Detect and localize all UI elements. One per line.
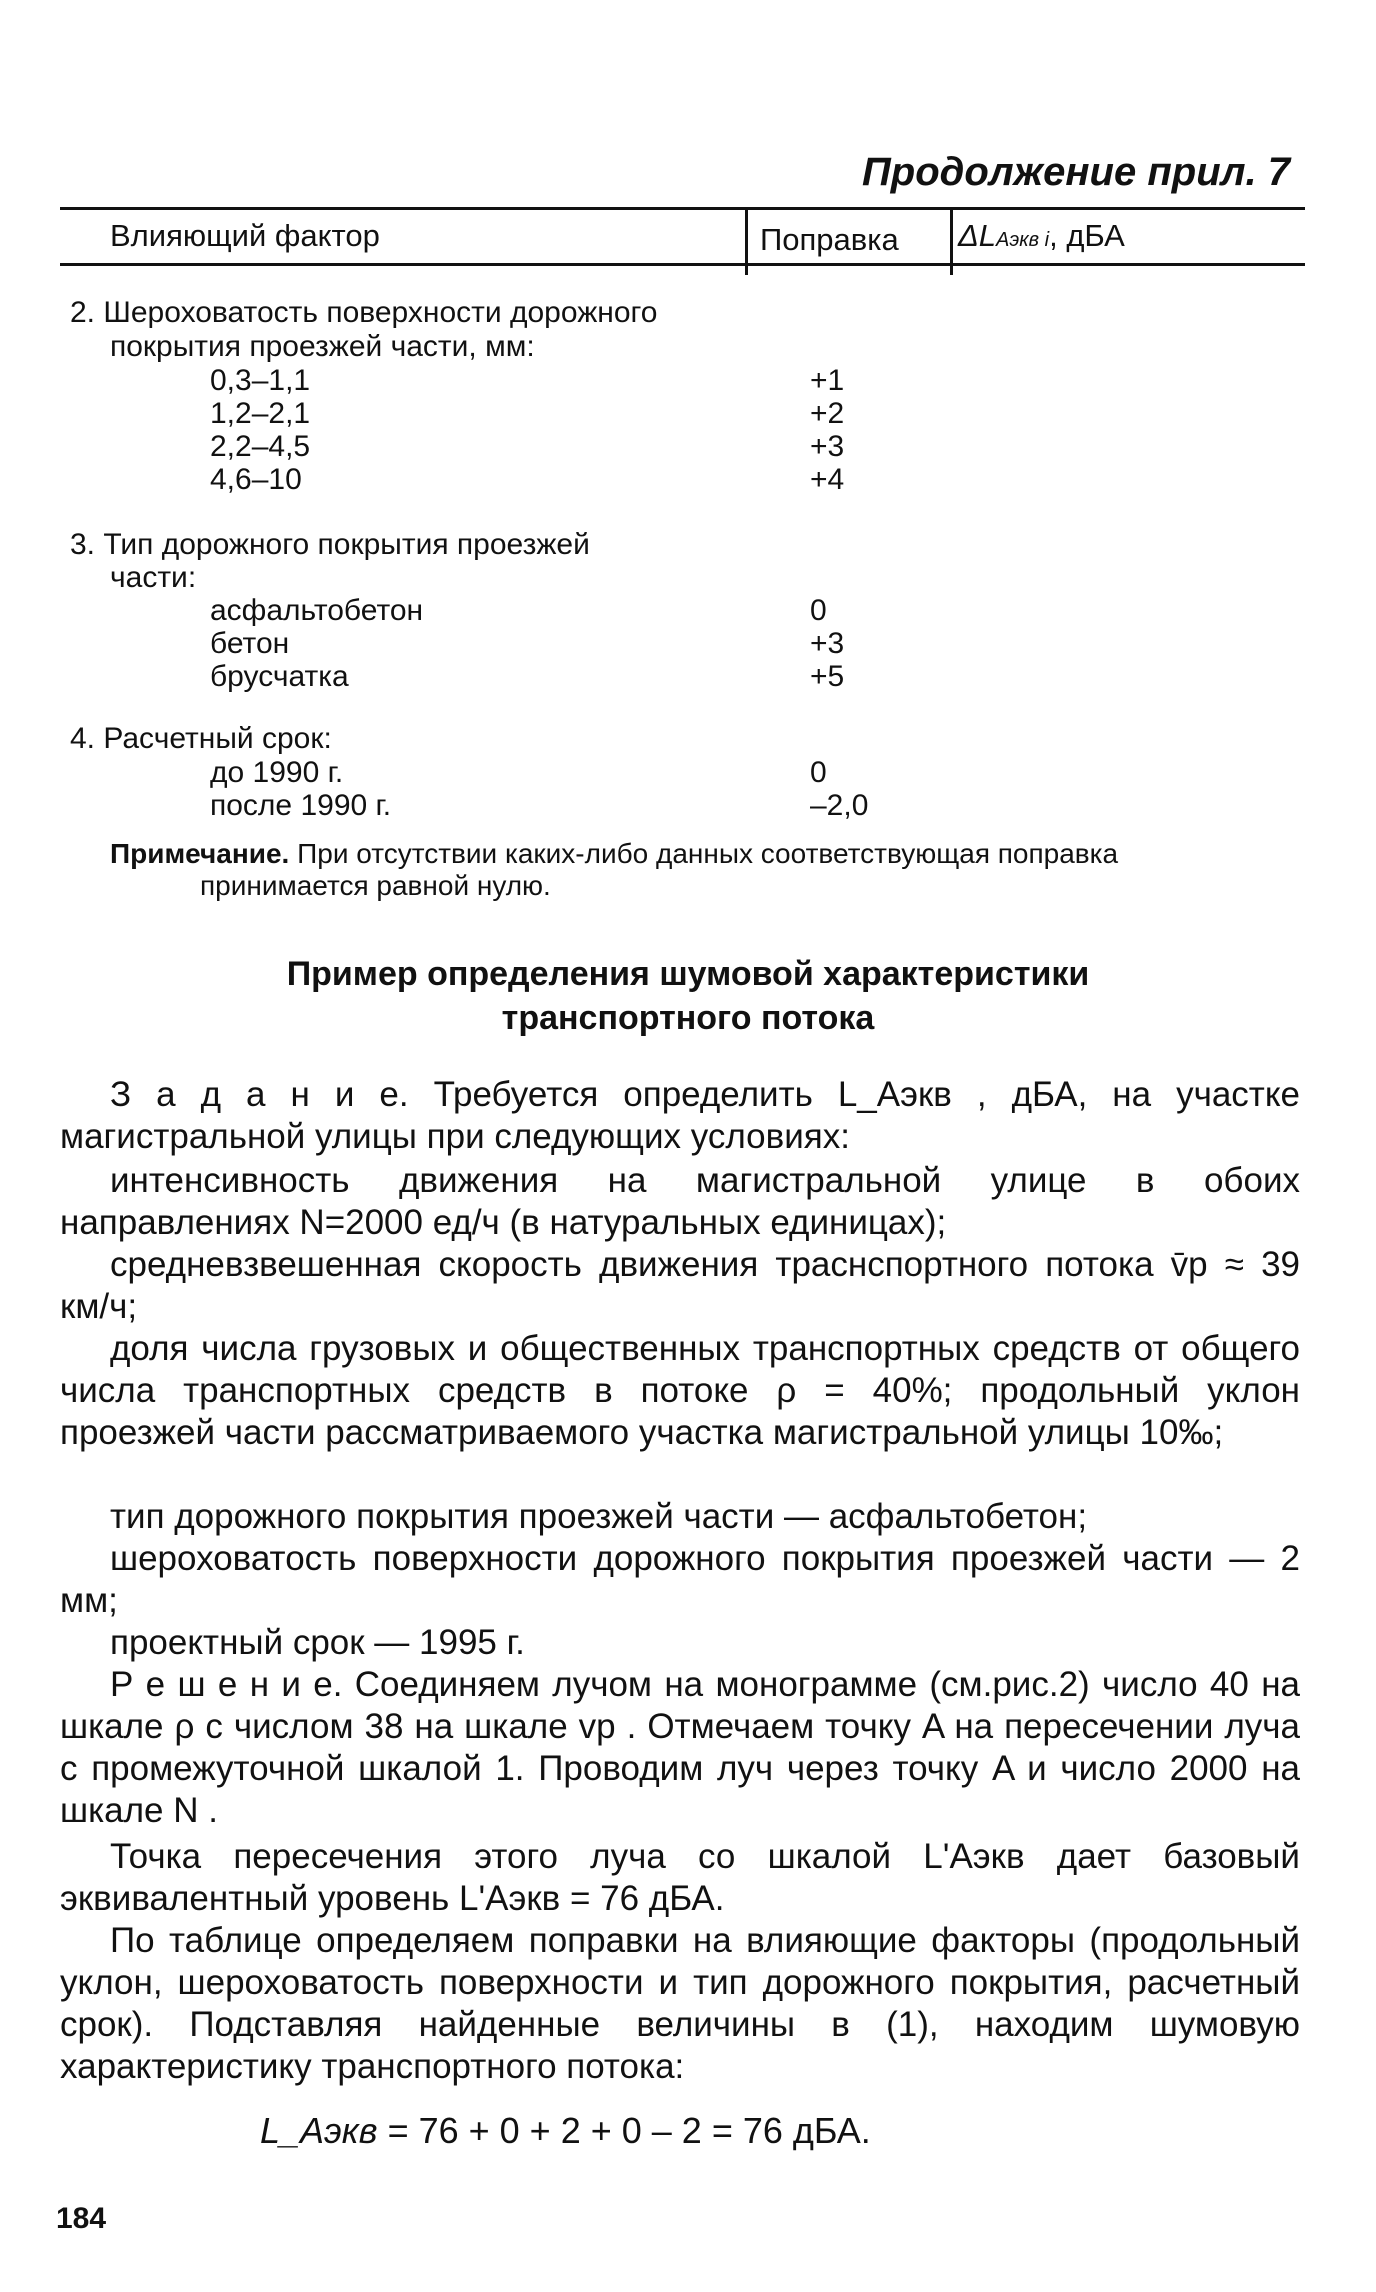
table-note: [110, 838, 1310, 902]
paragraph-speed: средневзвешенная скорость движения траснспортного потока v̄p ≈ 39 км/ч;: [60, 1245, 1300, 1326]
table-col-divider-2: [950, 207, 953, 275]
group-title-line: части:: [110, 561, 197, 594]
header-delta-symbol: ΔL: [958, 218, 997, 253]
paragraph-solution: Р е ш е н и е. Соединяем лучом на монограмме (см.рис.2) число 40 на шкале ρ с числом 38 на шкале vp . Отмечаем точку A на пересечении луча с промежуточной шкалой 1. Проводим луч через точку A и число 2000 на шкале N .: [60, 1665, 1300, 1830]
row-label: до 1990 г.: [210, 756, 344, 789]
header-delta-unit: , дБА: [1049, 218, 1125, 253]
row-value: +5: [810, 660, 845, 693]
row-label: брусчатка: [210, 660, 349, 693]
paragraph-intersection: Точка пересечения этого луча со шкалой L'Aэкв дает базовый эквивалентный уровень L'Aэкв = 76 дБА.: [60, 1837, 1300, 1918]
row-label: 2,2–4,5: [210, 430, 311, 463]
group-title-line: 2. Шероховатость поверхности дорожного: [70, 296, 658, 329]
row-label: асфальтобетон: [210, 594, 424, 627]
result-formula: [260, 2110, 871, 2152]
row-value: 0: [810, 594, 827, 627]
continuation-caption: Продолжение прил. 7: [862, 150, 1290, 194]
row-label: 0,3–1,1: [210, 364, 311, 397]
header-factor: Влияющий фактор: [110, 218, 380, 253]
paragraph-share: доля числа грузовых и общественных транспортных средств от общего числа транспортных средств в потоке ρ = 40%; продольный уклон проезжей части рассматриваемого участка магистральной улицы 10‰;: [60, 1329, 1300, 1452]
section-heading-line-1: Пример определения шумовой характеристики: [286, 955, 1090, 993]
header-delta: [958, 218, 1125, 254]
table-top-rule: [60, 207, 1305, 210]
row-label: бетон: [210, 627, 290, 660]
header-delta-subscript: Aэкв i: [996, 229, 1050, 251]
paragraph-table-corrections: По таблице определяем поправки на влияющие факторы (продольный уклон, шероховатость поверхности и тип дорожного покрытия, расчетный срок). Подставляя найденные величины в (1), находим шумовую характеристику транспортного потока:: [60, 1921, 1300, 2086]
row-value: +2: [810, 397, 845, 430]
row-value: 0: [810, 756, 827, 789]
header-correction: Поправка: [760, 222, 899, 257]
row-value: +3: [810, 627, 845, 660]
group-title-line: покрытия проезжей части, мм:: [110, 330, 535, 363]
formula-lhs: L_Aэкв: [260, 2110, 378, 2151]
note-label: Примечание.: [110, 838, 290, 869]
note-text: При отсутствии каких-либо данных соответствующая поправка: [297, 838, 1119, 869]
row-value: +3: [810, 430, 845, 463]
table-col-divider-1: [745, 207, 748, 275]
note-text-continued: принимается равной нулю.: [200, 870, 551, 901]
paragraph-design-term: проектный срок — 1995 г.: [110, 1623, 525, 1662]
group-title-line: 3. Тип дорожного покрытия проезжей: [70, 528, 590, 561]
formula-rhs: = 76 + 0 + 2 + 0 – 2 = 76 дБА.: [387, 2110, 871, 2151]
section-heading-line-2: транспортного потока: [501, 999, 875, 1037]
table-header-rule: [60, 263, 1305, 266]
row-label: 4,6–10: [210, 463, 302, 496]
row-label: 1,2–2,1: [210, 397, 311, 430]
row-value: –2,0: [810, 789, 869, 822]
page-number: 184: [56, 2202, 107, 2235]
paragraph-surface-type: тип дорожного покрытия проезжей части — асфальтобетон;: [110, 1497, 1088, 1536]
group-title-line: 4. Расчетный срок:: [70, 722, 332, 755]
row-label: после 1990 г.: [210, 789, 392, 822]
row-value: +1: [810, 364, 845, 397]
row-value: +4: [810, 463, 845, 496]
paragraph-intensity: интенсивность движения на магистральной улице в обоих направлениях N=2000 ед/ч (в натуральных единицах);: [60, 1161, 1300, 1242]
paragraph-roughness: шероховатость поверхности дорожного покрытия проезжей части — 2 мм;: [60, 1539, 1300, 1620]
paragraph-task: З а д а н и е. Требуется определить L_Aэкв , дБА, на участке магистральной улицы при следующих условиях:: [60, 1075, 1300, 1156]
